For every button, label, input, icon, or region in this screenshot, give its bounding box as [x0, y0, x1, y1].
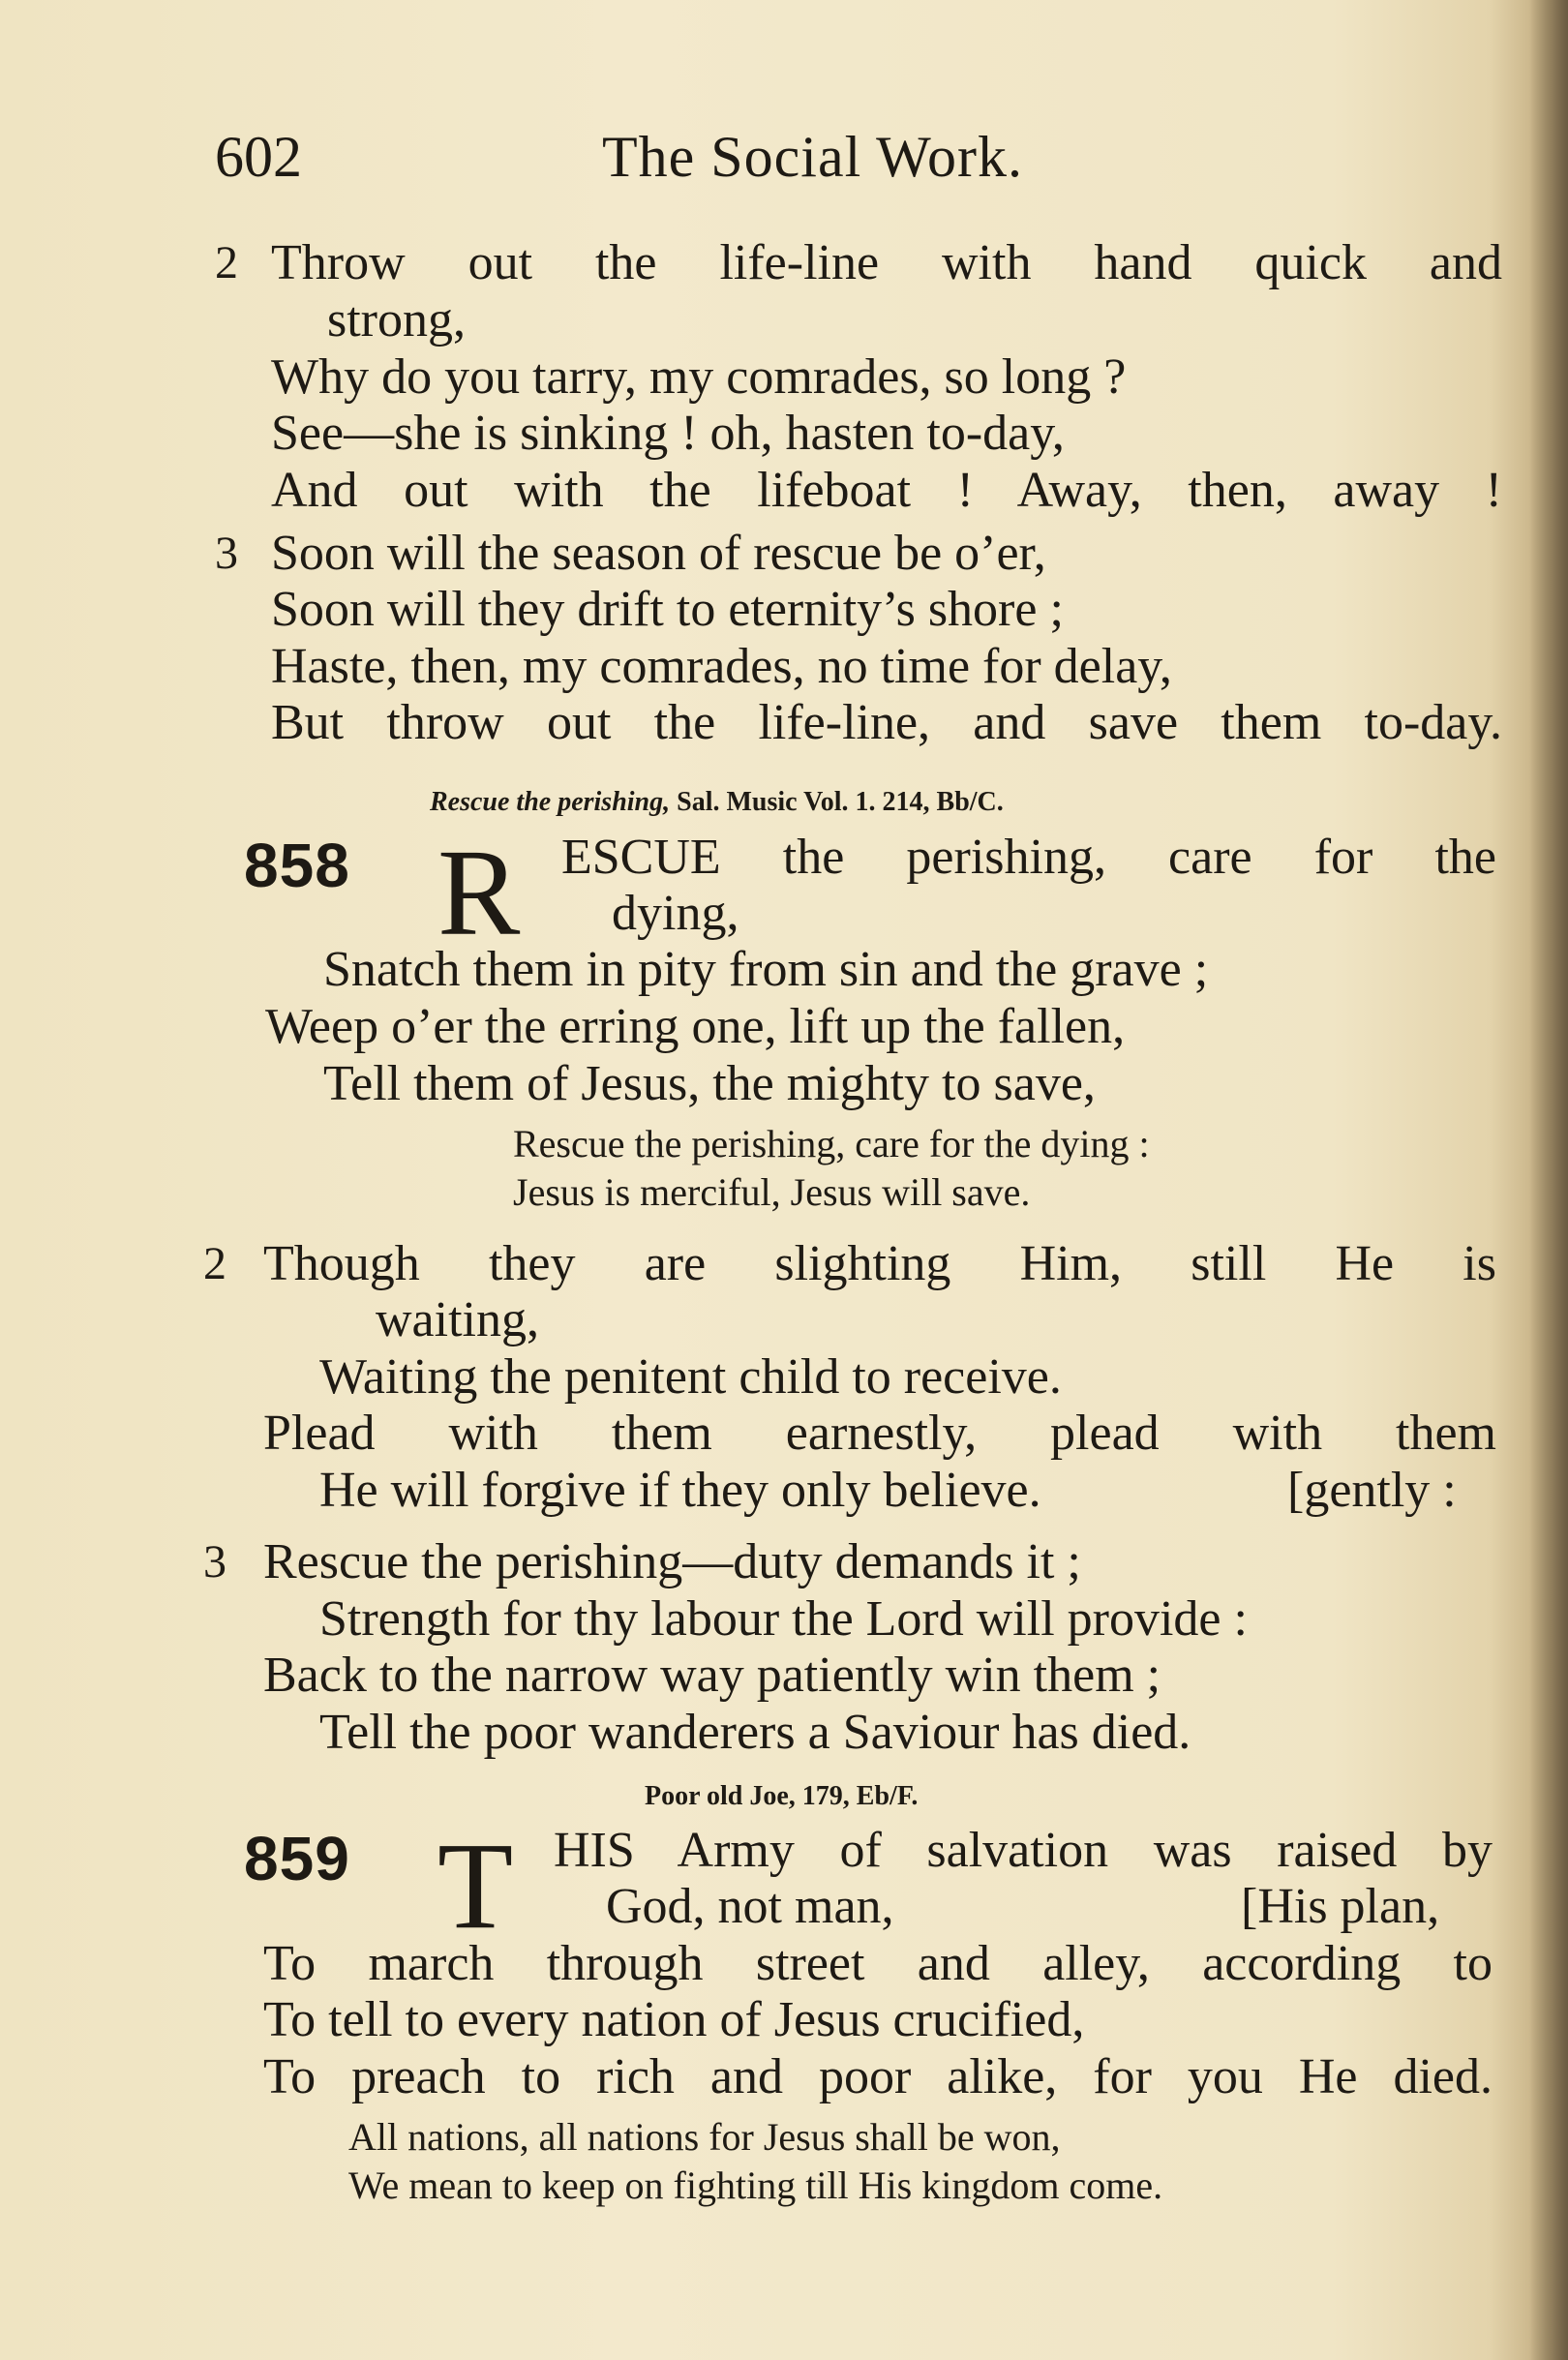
verse-line: God, not man,: [606, 1879, 894, 1934]
chorus-line: Rescue the perishing, care for the dying :: [513, 1122, 1150, 1165]
verse-line: HIS Army of salvation was raised by: [554, 1823, 1493, 1878]
verse-line: Plead with them earnestly, plead with them: [263, 1406, 1496, 1461]
verse-line-overflow: [gently :: [1287, 1463, 1457, 1518]
page-header: [0, 124, 1568, 201]
drop-cap: T: [437, 1817, 514, 1954]
page-edge-shadow: [1529, 0, 1568, 2360]
verse-number: 3: [215, 528, 238, 579]
verse-line: dying,: [612, 886, 739, 941]
chorus-line: All nations, all nations for Jesus shall be won,: [348, 2115, 1061, 2159]
hymn-number: 858: [244, 831, 350, 900]
verse-line: strong,: [327, 292, 466, 348]
verse-line: See—she is sinking ! oh, hasten to-day,: [271, 406, 1065, 461]
verse-line: Why do you tarry, my comrades, so long ?: [271, 349, 1127, 405]
verse-line: Soon will they drift to eternity’s shore ;: [271, 582, 1064, 637]
verse-line: But throw out the life-line, and save them to-day.: [271, 695, 1502, 750]
tune-title: Rescue the perishing,: [430, 787, 671, 817]
page-number: 602: [215, 125, 302, 189]
verse-number: 2: [215, 237, 238, 288]
running-title: The Social Work.: [602, 125, 1023, 189]
verse-line: waiting,: [376, 1292, 539, 1347]
verse-number: 2: [203, 1238, 226, 1289]
verse-line: Weep o’er the erring one, lift up the fallen,: [265, 999, 1126, 1054]
verse-line: To march through street and alley, according to: [263, 1936, 1493, 1991]
verse-line: And out with the lifeboat ! Away, then, away !: [271, 463, 1502, 518]
verse-line: ESCUE the perishing, care for the: [561, 830, 1496, 885]
verse-line: Rescue the perishing—duty demands it ;: [263, 1534, 1081, 1589]
verse-line: Tell the poor wanderers a Saviour has died.: [319, 1705, 1191, 1760]
chorus-line: Jesus is merciful, Jesus will save.: [513, 1170, 1031, 1214]
drop-cap: R: [437, 824, 521, 961]
verse-line: Back to the narrow way patiently win them ;: [263, 1648, 1161, 1703]
verse-line: Haste, then, my comrades, no time for delay,: [271, 639, 1172, 694]
verse-line: Waiting the penitent child to receive.: [319, 1349, 1062, 1405]
tune-reference: [430, 789, 1004, 816]
verse-line: Soon will the season of rescue be o’er,: [271, 526, 1046, 581]
chorus-line: We mean to keep on fighting till His kingdom come.: [348, 2163, 1163, 2207]
verse-line: Strength for thy labour the Lord will provide :: [319, 1591, 1248, 1647]
verse-line: He will forgive if they only believe.: [319, 1463, 1041, 1518]
verse-line-overflow: [His plan,: [1241, 1879, 1440, 1934]
tune-details: Sal. Music Vol. 1. 214, Bb/C.: [670, 787, 1004, 817]
verse-number: 3: [203, 1536, 226, 1588]
verse-line: To tell to every nation of Jesus crucified,: [263, 1992, 1085, 2047]
verse-line: Throw out the life-line with hand quick and: [271, 235, 1502, 290]
verse-line: To preach to rich and poor alike, for you He died.: [263, 2049, 1493, 2104]
verse-line: Tell them of Jesus, the mighty to save,: [323, 1056, 1096, 1111]
tune-reference: Poor old Joe, 179, Eb/F.: [645, 1781, 919, 1811]
verse-line: Though they are slighting Him, still He is: [263, 1236, 1496, 1291]
verse-line: Snatch them in pity from sin and the grave ;: [323, 942, 1209, 997]
hymn-number: 859: [244, 1824, 350, 1893]
